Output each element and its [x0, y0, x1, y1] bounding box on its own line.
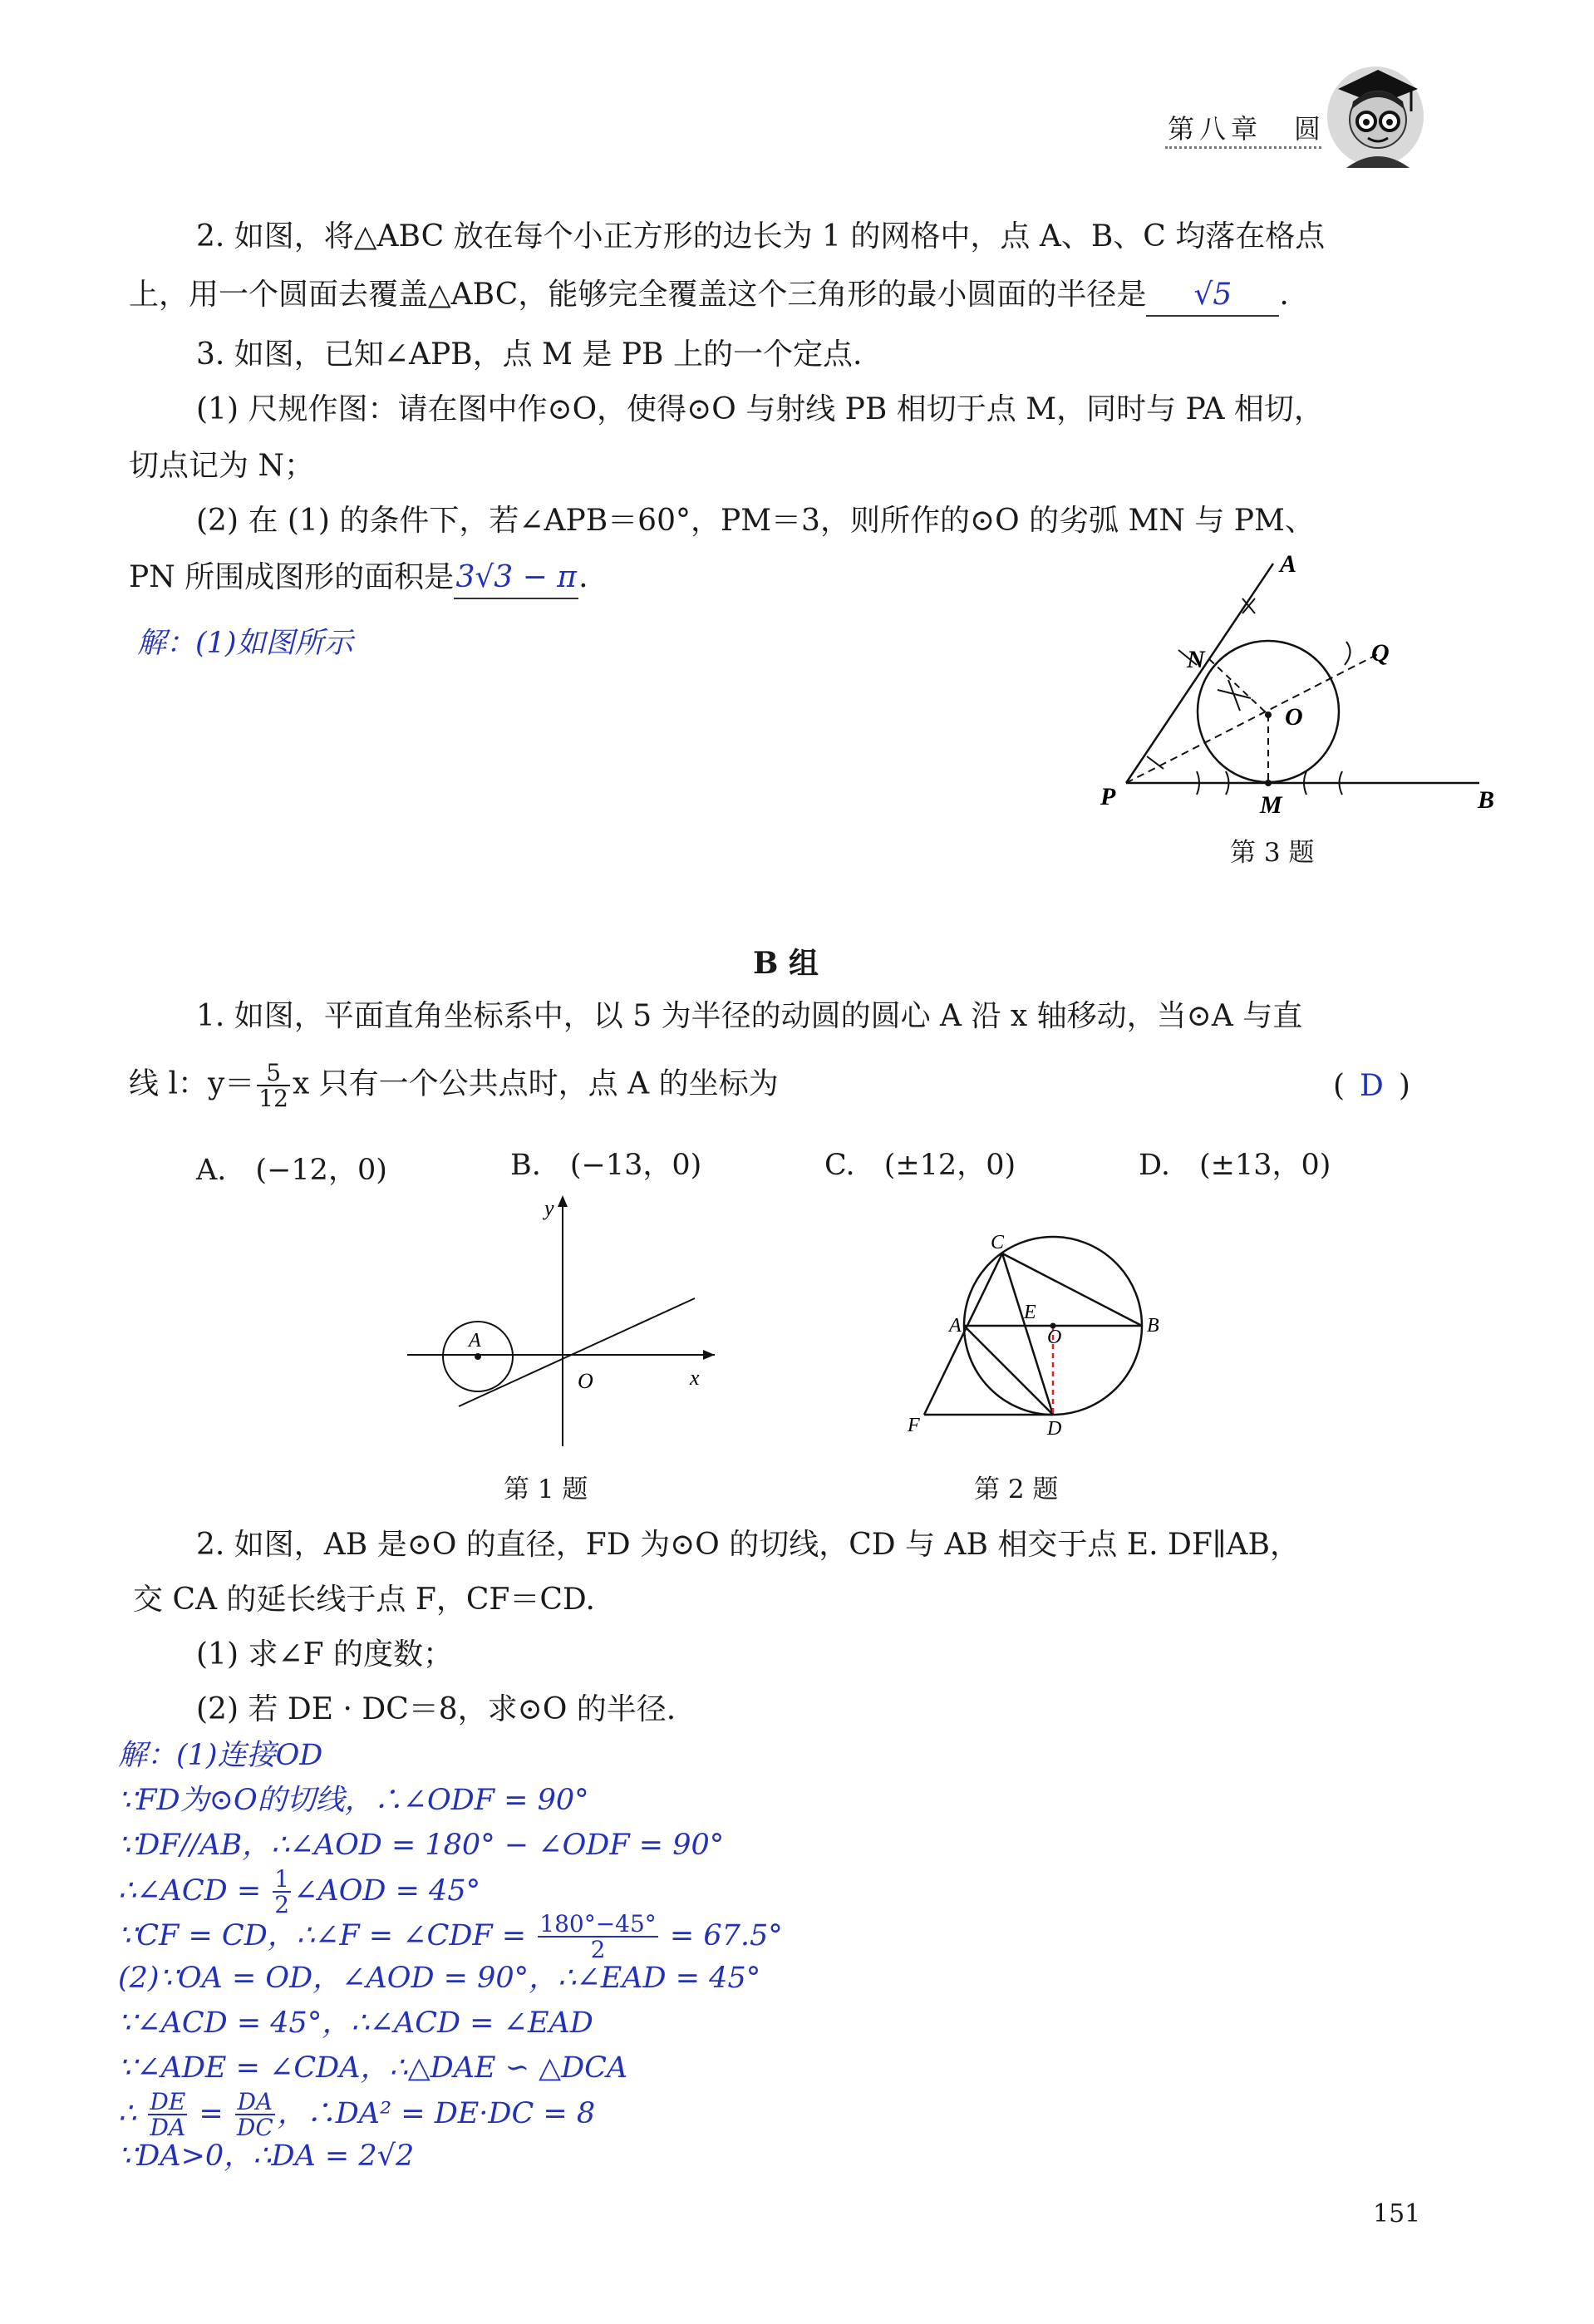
- fig-b1-label-y: y: [544, 1196, 554, 1220]
- a-q3-p1-line2: 切点记为 N；: [129, 449, 314, 483]
- mascot-icon: [1321, 52, 1429, 168]
- fig-b1-label-a: A: [469, 1330, 481, 1352]
- frac-num: 1: [274, 1865, 290, 1893]
- fig-b1-label-x: x: [690, 1366, 700, 1390]
- b-q1-paren-left: (: [1333, 1069, 1346, 1103]
- frac-den: DC: [236, 2114, 273, 2142]
- fig-b2-label-c: C: [991, 1232, 1005, 1253]
- b-q1-line2: [129, 1061, 779, 1111]
- a-q2-line2-text: 上，用一个圆面去覆盖△ABC，能够完全覆盖这个三角形的最小圆面的半径是: [129, 278, 1147, 312]
- caption-q3: 第 3 题: [1230, 838, 1315, 868]
- b-q1-option-a: [196, 1147, 387, 1189]
- b-q2-sol-line6: (2)∵OA = OD，∠AOD = 90°，∴∠EAD = 45°: [118, 1962, 761, 1995]
- b-q1-option-b: [510, 1142, 701, 1184]
- a-q3-end: .: [578, 560, 588, 594]
- b-q2-sol-line4-text: ∴∠ACD =: [118, 1873, 271, 1908]
- b-q1-option-text: (−13，0): [569, 1149, 702, 1182]
- a-q2-end: .: [1279, 278, 1289, 312]
- b-q2-sol-ratio2: [235, 2090, 275, 2140]
- frac-num: DA: [235, 2090, 275, 2115]
- figure-b-q2: [898, 1222, 1180, 1455]
- b-q2-sol-line4: [118, 1867, 480, 1918]
- b-q2-part1: (1) 求∠F 的度数；: [196, 1637, 454, 1672]
- a-q3-line1: 3. 如图，已知∠APB，点 M 是 PB 上的一个定点.: [196, 337, 863, 372]
- fig-b2-label-e: E: [1024, 1302, 1036, 1323]
- b-q1-option-d: [1139, 1142, 1331, 1184]
- b-q1-option-letter: C.: [824, 1149, 855, 1182]
- b-q1-option-text: (±13，0): [1198, 1149, 1331, 1182]
- page-number: 151: [1373, 2199, 1421, 2228]
- b-q1-frac-num: 5: [257, 1061, 290, 1086]
- b-q2-sol-line9-post: ，∴DA² = DE·DC = 8: [277, 2096, 596, 2130]
- frac-den: DA: [150, 2114, 186, 2142]
- b-q1-option-c: [824, 1142, 1016, 1184]
- a-q3-solution: 解：(1)如图所示: [137, 627, 353, 660]
- b-q1-option-text: (±12，0): [883, 1149, 1016, 1182]
- b-q1-line1: 1. 如图，平面直角坐标系中，以 5 为半径的动圆的圆心 A 沿 x 轴移动，当⊙A 与直: [196, 999, 1303, 1033]
- a-q2-answer: √5: [1146, 276, 1279, 317]
- b-q2-sol-line3: ∵DF//AB，∴∠AOD = 180° − ∠ODF = 90°: [118, 1829, 725, 1862]
- b-q1-answer-paren: [1333, 1067, 1410, 1106]
- fig3-label-n: N: [1187, 646, 1205, 673]
- b-q2-sol-line9: [118, 2090, 595, 2140]
- caption-b-q2: 第 2 题: [974, 1475, 1059, 1504]
- fig-b2-label-d: D: [1047, 1418, 1062, 1440]
- a-q3-answer: 3√3 − π: [454, 559, 578, 599]
- fig-b2-label-o: O: [1047, 1327, 1062, 1348]
- b-q2-sol-line8: ∵∠ADE = ∠CDA，∴△DAE ∽ △DCA: [118, 2051, 628, 2085]
- b-q1-frac-den: 12: [258, 1085, 288, 1113]
- b-q1-answer: D: [1360, 1069, 1384, 1103]
- b-q2-line1: 2. 如图，AB 是⊙O 的直径，FD 为⊙O 的切线，CD 与 AB 相交于点 E. DF∥AB，: [196, 1528, 1300, 1562]
- b-q2-sol-line1: 解：(1)连接OD: [118, 1739, 323, 1772]
- fig3-label-p: P: [1100, 783, 1116, 810]
- b-q2-sol-line10: ∵DA>0，∴DA = 2√2: [118, 2139, 415, 2173]
- b-q1-option-text: (−12，0): [255, 1154, 387, 1187]
- b-q2-sol-ratio-eq: =: [189, 2096, 233, 2130]
- frac-den: 2: [274, 1891, 290, 1919]
- a-q3-p1-line1: (1) 尺规作图：请在图中作⊙O，使得⊙O 与射线 PB 相切于点 M，同时与 PA 相切，: [196, 392, 1324, 426]
- b-q1-paren-right: ): [1398, 1069, 1410, 1103]
- fig-b2-label-b: B: [1147, 1315, 1159, 1337]
- fig-b1-label-o: O: [578, 1369, 593, 1393]
- a-q3-p2-line1: (2) 在 (1) 的条件下，若∠APB＝60°，PM＝3，则所作的⊙O 的劣弧 MN 与 PM、: [196, 504, 1315, 538]
- b-q1-option-letter: B.: [510, 1149, 541, 1182]
- frac-num: DE: [150, 2088, 186, 2115]
- b-q2-sol-angle-frac: [538, 1912, 658, 1962]
- b-q1-line2-post: x 只有一个公共点时，点 A 的坐标为: [292, 1066, 779, 1101]
- b-q2-sol-line5-post: = 67.5°: [660, 1918, 783, 1952]
- b-q1-line2-pre: 线 l：y＝: [129, 1066, 255, 1101]
- fig3-label-o: O: [1285, 703, 1303, 731]
- fig-b2-label-a: A: [949, 1315, 962, 1337]
- b-q2-sol-line5-text: ∵CF = CD，∴∠F = ∠CDF =: [118, 1918, 536, 1952]
- fig3-label-m: M: [1260, 791, 1282, 819]
- b-q2-sol-half-frac: [273, 1867, 291, 1918]
- b-q2-sol-line7: ∵∠ACD = 45°，∴∠ACD = ∠EAD: [118, 2006, 593, 2040]
- b-q2-part2: (2) 若 DE · DC＝8，求⊙O 的半径.: [196, 1692, 676, 1726]
- figure-b-q1: [399, 1189, 715, 1455]
- frac-den: 2: [590, 1936, 606, 1964]
- b-q1-fraction: [257, 1061, 290, 1111]
- b-q2-sol-line2: ∵FD为⊙O的切线，∴∠ODF = 90°: [118, 1784, 589, 1817]
- fig-b2-label-f: F: [908, 1415, 920, 1436]
- b-q2-sol-line9-text: ∴: [118, 2096, 146, 2130]
- b-q1-option-letter: D.: [1139, 1149, 1170, 1182]
- group-b-title: B 组: [753, 946, 819, 981]
- fig3-label-a: A: [1280, 550, 1297, 578]
- a-q3-p2-line2: [129, 559, 588, 599]
- b-q2-sol-line5: [118, 1912, 783, 1962]
- fig3-label-q: Q: [1371, 639, 1390, 667]
- a-q3-p2-line2-text: PN 所围成图形的面积是: [129, 560, 455, 594]
- fig3-label-b: B: [1478, 786, 1495, 814]
- a-q2-line1: 2. 如图，将△ABC 放在每个小正方形的边长为 1 的网格中，点 A、B、C 均落在格点: [196, 219, 1326, 254]
- header-rule: [1165, 146, 1321, 149]
- chapter-header: 第八章 圆: [1168, 113, 1326, 145]
- b-q2-line2: 交 CA 的延长线于点 F，CF＝CD.: [133, 1583, 595, 1617]
- a-q2-line2: [129, 276, 1289, 317]
- b-q2-sol-ratio1: [148, 2090, 187, 2140]
- frac-num: 180°−45°: [539, 1910, 657, 1937]
- b-q1-option-letter: A.: [196, 1154, 227, 1187]
- caption-b-q1: 第 1 题: [504, 1475, 588, 1504]
- b-q2-sol-line4-post: ∠AOD = 45°: [293, 1873, 481, 1908]
- figure-q3: [1080, 532, 1513, 881]
